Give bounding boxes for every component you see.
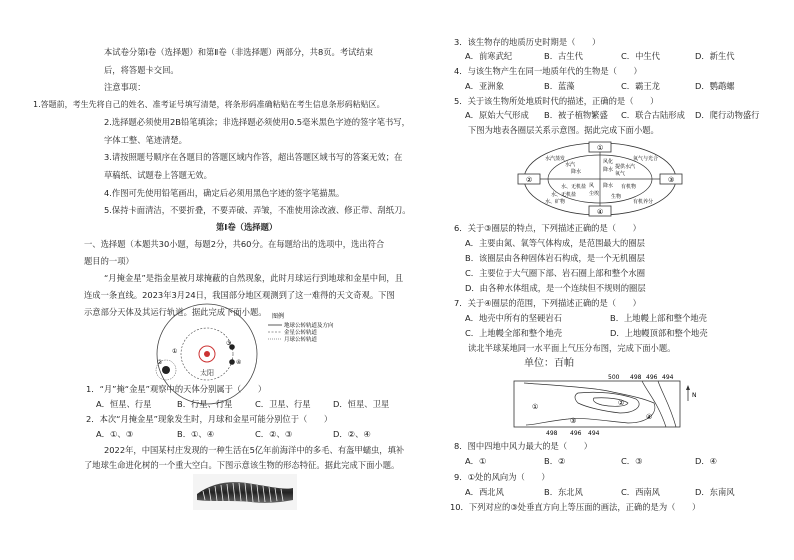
svg-text:水汽蒸发: 水汽蒸发 [545,156,566,162]
intro-line-2: 后，将答题卡交回。 [104,65,179,75]
svg-text:生物: 生物 [611,194,622,200]
svg-text:N: N [692,392,697,399]
q9-opt-a: A．西北风 [465,487,504,497]
passage2-line-1: 2022年，中国某村庄发现的一种生活在5亿年前海洋中的多毛、有盔甲蠕虫，填补 [104,445,405,455]
q7-opt-a: A．地壳中所有的坚硬岩石 [465,313,562,323]
svg-text:496: 496 [570,430,582,437]
q9-opt-b: B．东北风 [544,487,583,497]
pos-2: ② [157,359,163,366]
svg-text:③: ③ [668,176,675,184]
svg-text:水、矿物: 水、矿物 [545,199,566,205]
q2-opt-c: C．②、③ [255,429,293,439]
svg-text:④: ④ [646,413,653,421]
q5-opt-d: D．爬行动物盛行 [695,110,760,120]
svg-text:有机物: 有机物 [621,184,637,190]
svg-text:①: ① [597,144,604,152]
q5-opt-b: B．被子植物繁盛 [544,110,608,120]
q6-opt-d: D．由各种水体组成，是一个连续但不规则的圈层 [465,283,646,293]
section-intro-2: 题目的一项） [84,256,134,266]
q6-stem: 6．关于③圈层的特点，下列描述正确的是（ ） [454,223,641,233]
svg-text:降水: 降水 [603,167,614,173]
q4-opt-a: A．亚洲象 [465,81,504,91]
legend-title: 图例 [272,313,285,320]
q8-opt-c: C．③ [621,456,643,466]
q2-stem: 2．本次“月掩金星”现象发生时，月球和金星可能分别位于（ ） [86,414,333,424]
q9-stem: 9．①处的风向为（ ） [454,472,550,482]
svg-text:①: ① [532,403,539,411]
map-unit: 单位：百帕 [524,358,574,369]
passage2-line-2: 了地球生命进化树的一个重大空白。下图示意该生物的形态特征。据此完成下面小题。 [84,460,400,470]
q4-opt-d: D．鹦鹉螺 [695,81,735,91]
q1-opt-b: B．行星、行星 [177,399,233,409]
legend-moon: 月球公转轨道 [284,337,318,343]
q3-opt-a: A．前寒武纪 [465,51,513,61]
map-intro: 读北半球某地同一水平面上气压分布图，完成下面小题。 [468,343,676,353]
note-1: 1.答题前，考生先将自己的姓名、准考证号填写清楚，将条形码准确粘贴在考生信息条形码粘贴区。 [33,100,385,109]
q4-opt-b: B．蓝藻 [544,81,575,91]
q2-opt-d: D．②、④ [333,429,371,439]
q8-stem: 8．图中四地中风力最大的是（ ） [454,441,593,451]
svg-text:尘埃: 尘埃 [589,191,600,197]
svg-text:风化: 风化 [603,159,614,165]
orbit-diagram [150,313,334,382]
q8-opt-a: A．① [465,456,487,466]
svg-text:498: 498 [630,374,642,381]
svg-text:有机养分: 有机养分 [633,199,654,205]
q5-opt-c: C．联合古陆形成 [621,110,685,120]
q1-opt-d: D．恒星、卫星 [333,399,390,409]
q6-opt-b: B．该圈层由各种固体岩石构成，是一个无机圈层 [465,253,645,263]
isobar-map [508,373,698,437]
svg-text:氧气: 氧气 [615,171,626,177]
earth-icon [162,366,170,374]
q7-opt-d: D．上地幔顶部和整个地壳 [610,328,708,338]
q2-opt-a: A．①、③ [96,429,134,439]
q3-opt-b: B．古生代 [544,51,583,61]
q3-stem: 3．该生物存的地质历史时期是（ ） [454,37,601,47]
svg-text:496: 496 [646,374,658,381]
q9-opt-c: C．西南风 [621,487,660,497]
q4-stem: 4．与该生物产生在同一地质年代的生物是（ ） [454,66,642,76]
intro-line-1: 本试卷分第Ⅰ卷（选择题）和第Ⅱ卷（非选择题）两部分，共8页。考试结束 [104,47,374,57]
note-2: 2.选择题必须使用2B铅笔填涂；非选择题必须使用0.5毫米黑色字迹的签字笔书写， [104,117,410,127]
q5-stem: 5．关于该生物所处地质时代的描述，正确的是（ ） [454,96,659,106]
sphere-intro: 下图为地表各圈层关系示意图。据此完成下面小题。 [468,125,659,135]
q1-opt-c: C．卫星、行星 [255,399,311,409]
svg-text:494: 494 [588,430,600,437]
svg-text:500: 500 [608,374,620,381]
sun-core [204,351,210,357]
section-intro-1: 一、选择题（本题共30小题，每题2分，共60分。在每题给出的选项中，选出符合 [84,239,385,249]
svg-text:④: ④ [597,208,604,216]
note-2b: 字体工整、笔迹清楚。 [104,135,187,145]
q6-opt-a: A．主要由氮、氧等气体构成，是范围最大的圈层 [465,238,645,248]
note-5: 5.保持卡面清洁，不要折叠，不要弄破、弄皱，不准使用涂改液、修正带、刮纸刀。 [104,205,411,215]
legend-venus: 金星公转轨道 [284,330,318,336]
worm-fossil-image [193,474,297,510]
section-title: 第Ⅰ卷（选择题） [216,222,278,232]
q1-stem: 1．“月”掩“金星”观察中的天体分别属于（ ） [86,384,267,394]
svg-text:水、无机盐: 水、无机盐 [551,192,577,198]
svg-text:494: 494 [662,374,674,381]
svg-text:③: ③ [570,417,577,425]
svg-text:降水: 降水 [571,169,582,175]
q6-opt-c: C．主要位于大气圈下部、岩石圈上部和整个水圈 [465,268,646,278]
q8-opt-b: B．② [544,456,566,466]
svg-text:风: 风 [589,183,595,189]
svg-text:498: 498 [546,430,558,437]
q3-opt-d: D．新生代 [695,51,735,61]
q10-stem: 10．下列对应的③处垂直方向上等压面的画法，正确的是为（ ） [450,502,701,512]
q8-opt-d: D．④ [695,456,718,466]
notice-title: 注意事项： [104,82,146,92]
pos-1: ① [172,348,178,355]
q4-opt-c: C．霸王龙 [621,81,660,91]
q5-opt-a: A．原始大气形成 [465,110,529,120]
svg-text:氧气与光合: 氧气与光合 [633,156,659,162]
q7-opt-c: C．上地幔全部和整个地壳 [465,328,563,338]
pos-3: ③ [226,340,232,347]
q9-opt-d: D．东南风 [695,487,735,497]
q1-opt-a: A．恒星、行星 [96,399,152,409]
q7-opt-b: B．上地幔上部和整个地壳 [610,313,707,323]
pos-4: ④ [236,359,242,366]
q3-opt-c: C．中生代 [621,51,660,61]
q2-opt-b: B．①、④ [177,429,215,439]
svg-text:水汽: 水汽 [565,162,576,168]
note-3: 3.请按照题号顺序在各题目的答题区域内作答，超出答题区域书写的答案无效；在 [104,152,403,162]
note-4: 4.作图可先使用铅笔画出，确定后必须用黑色字迹的签字笔描黑。 [104,188,345,198]
legend-earth: 地球公转轨道及方向 [284,323,334,329]
note-3b: 草稿纸、试题卷上答题无效。 [104,170,212,180]
svg-text:降水: 降水 [603,183,614,189]
svg-text:②: ② [526,176,533,184]
venus-icon-2 [229,359,235,365]
svg-text:②: ② [618,399,625,407]
sun-label: 太阳 [200,369,214,377]
svg-text:提供水汽: 提供水汽 [615,164,636,170]
sphere-diagram [515,138,685,220]
passage1-line-3: 示意部分天体及其运行轨道。据此完成下面小题。 [84,307,267,317]
passage1-line-2: 连成一条直线。2023年3月24日，我国部分地区观测到了这一难得的天文奇观。下图 [84,290,395,300]
passage1-line-1: “月掩金星”是指金星被月球掩蔽的自然现象，此时月球运行到地球和金星中间，且 [104,273,403,283]
svg-text:水、无机盐: 水、无机盐 [561,184,587,190]
q7-stem: 7．关于④圈层的范围，下列描述正确的是（ ） [454,298,641,308]
